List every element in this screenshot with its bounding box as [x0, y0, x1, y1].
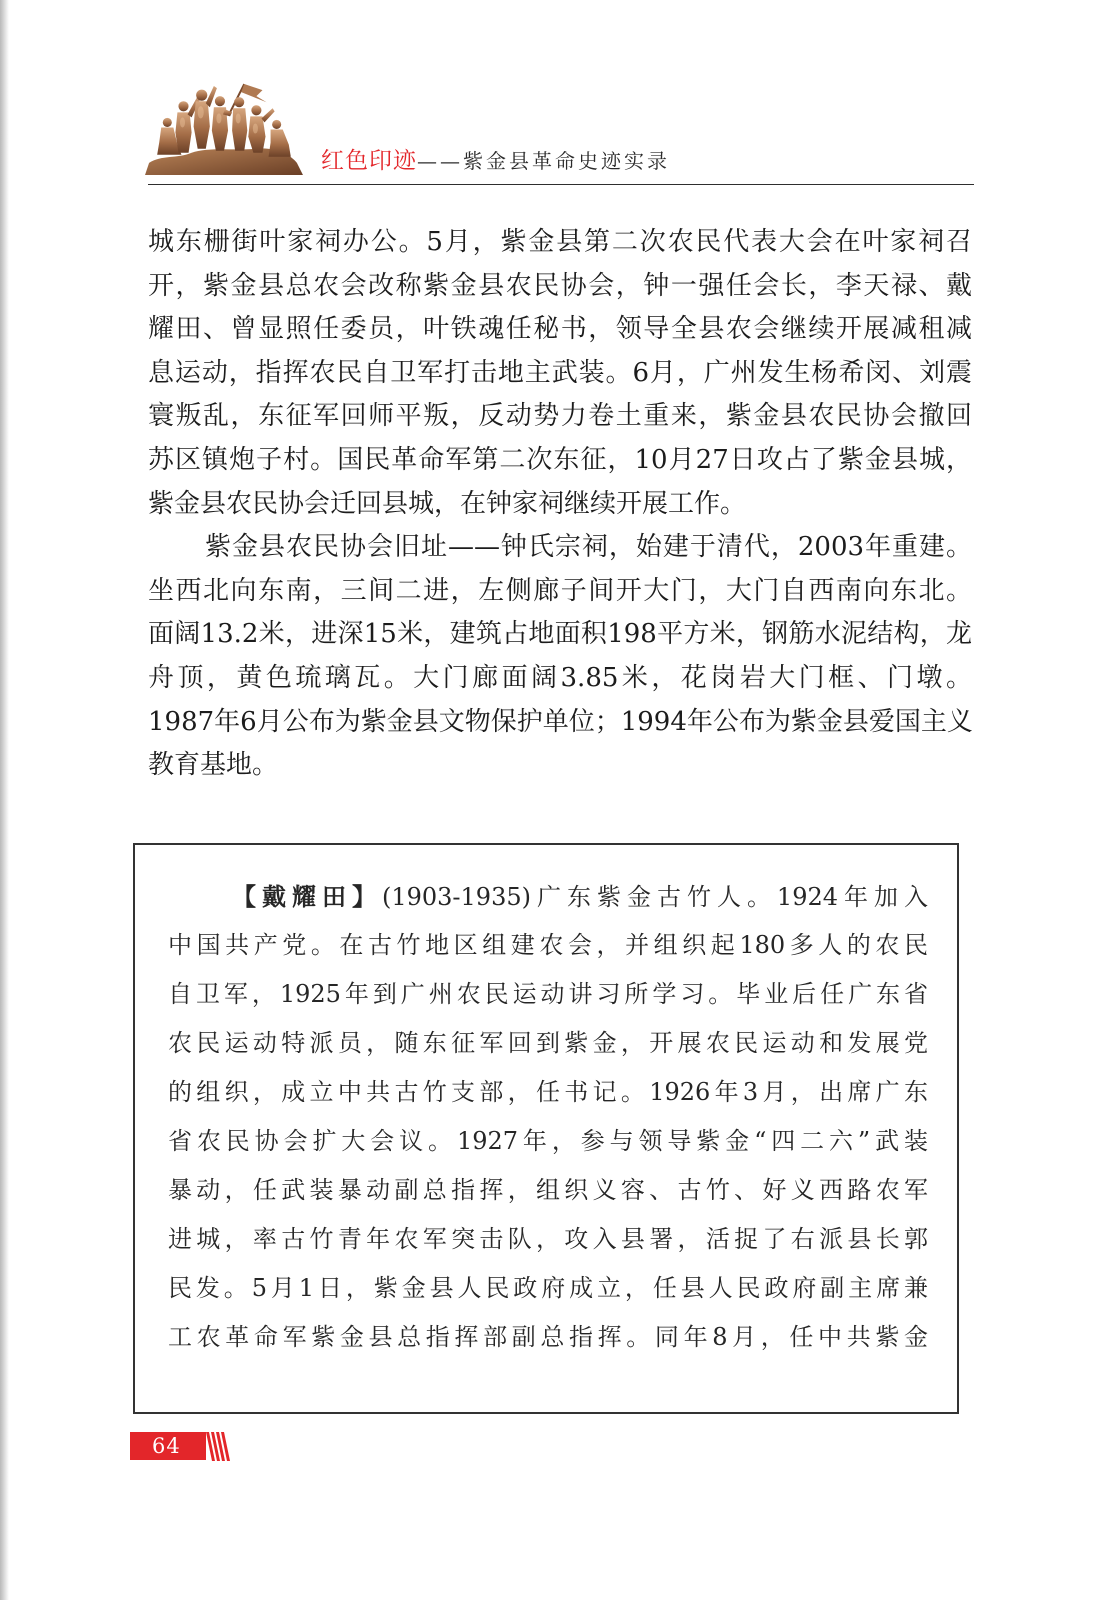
paragraph: [148, 221, 972, 526]
biography-line: 中国共产党。在古竹地区组建农会，并组织起180多人的农民: [168, 931, 928, 959]
page-number: 64: [152, 1434, 181, 1458]
text-line: 开，紫金县总农会改称紫金县农民协会，钟一强任会长，李天禄、戴: [148, 270, 972, 301]
text-line: 面阔13.2米，进深15米，建筑占地面积198平方米，钢筋水泥结构，龙: [148, 619, 972, 650]
biography-line: 省农民协会扩大会议。1927年，参与领导紫金“四二六”武装: [168, 1127, 928, 1155]
biography-line-text: (1903-1935)广东紫金古竹人。1924年加入: [381, 883, 928, 911]
biography-line: [168, 872, 928, 921]
biography-text: [168, 872, 928, 1362]
biography-box: [133, 843, 959, 1414]
biography-line: 工农革命军紫金县总指挥部副总指挥。同年8月，任中共紫金: [168, 1323, 928, 1351]
text-line: 坐西北向东南，三间二进，左侧廊子间开大门，大门自西南向东北。: [148, 575, 972, 606]
page-number-badge: [130, 1432, 206, 1460]
header-rule: [148, 184, 974, 185]
text-line: 寰叛乱，东征军回师平叛，反动势力卷土重来，紫金县农民协会撤回: [148, 401, 972, 432]
paragraph: [148, 526, 972, 788]
text-line: 苏区镇炮子村。国民革命军第二次东征，10月27日攻占了紫金县城，: [148, 444, 972, 475]
biography-line: 的组织，成立中共古竹支部，任书记。1926年3月，出席广东: [168, 1078, 928, 1106]
text-line: 1987年6月公布为紫金县文物保护单位；1994年公布为紫金县爱国主义: [148, 706, 973, 737]
text-line: 耀田、曾显照任委员，叶铁魂任秘书，领导全县农会继续开展减租减: [148, 314, 972, 345]
biography-line: 暴动，任武装暴动副总指挥，组织义容、古竹、好义西路农军: [168, 1176, 928, 1204]
text-line: 息运动，指挥农民自卫军打击地主武装。6月，广州发生杨希闵、刘震: [148, 357, 972, 388]
biography-line: 自卫军，1925年到广州农民运动讲习所学习。毕业后任广东省: [168, 980, 928, 1008]
biography-name: 【戴耀田】: [232, 882, 382, 911]
text-line: 舟顶，黄色琉璃瓦。大门廊面阔3.85米，花岗岩大门框、门墩。: [148, 662, 972, 693]
decorative-stripes: [205, 1431, 231, 1462]
running-header-title: [321, 145, 670, 177]
biography-line: 进城，率古竹青年农军突击队，攻入县署，活捉了右派县长郭: [168, 1225, 928, 1253]
book-title: ——紫金县革命史迹实录: [417, 149, 670, 173]
main-text: [148, 221, 972, 788]
text-line: 紫金县农民协会旧址——钟氏宗祠，始建于清代，2003年重建。: [205, 532, 972, 563]
series-title: 红色印迹: [321, 148, 417, 174]
sculpture-illustration: [143, 82, 305, 175]
text-line: 教育基地。: [148, 750, 279, 781]
text-line: 城东栅街叶家祠办公。5月，紫金县第二次农民代表大会在叶家祠召: [148, 227, 972, 257]
biography-line: 农民运动特派员，随东征军回到紫金，开展农民运动和发展党: [168, 1029, 928, 1057]
biography-line: 民发。5月1日，紫金县人民政府成立，任县人民政府副主席兼: [168, 1274, 928, 1302]
text-line: 紫金县农民协会迁回县城，在钟家祠继续开展工作。: [148, 488, 747, 519]
scan-edge-shadow: [0, 0, 9, 1600]
